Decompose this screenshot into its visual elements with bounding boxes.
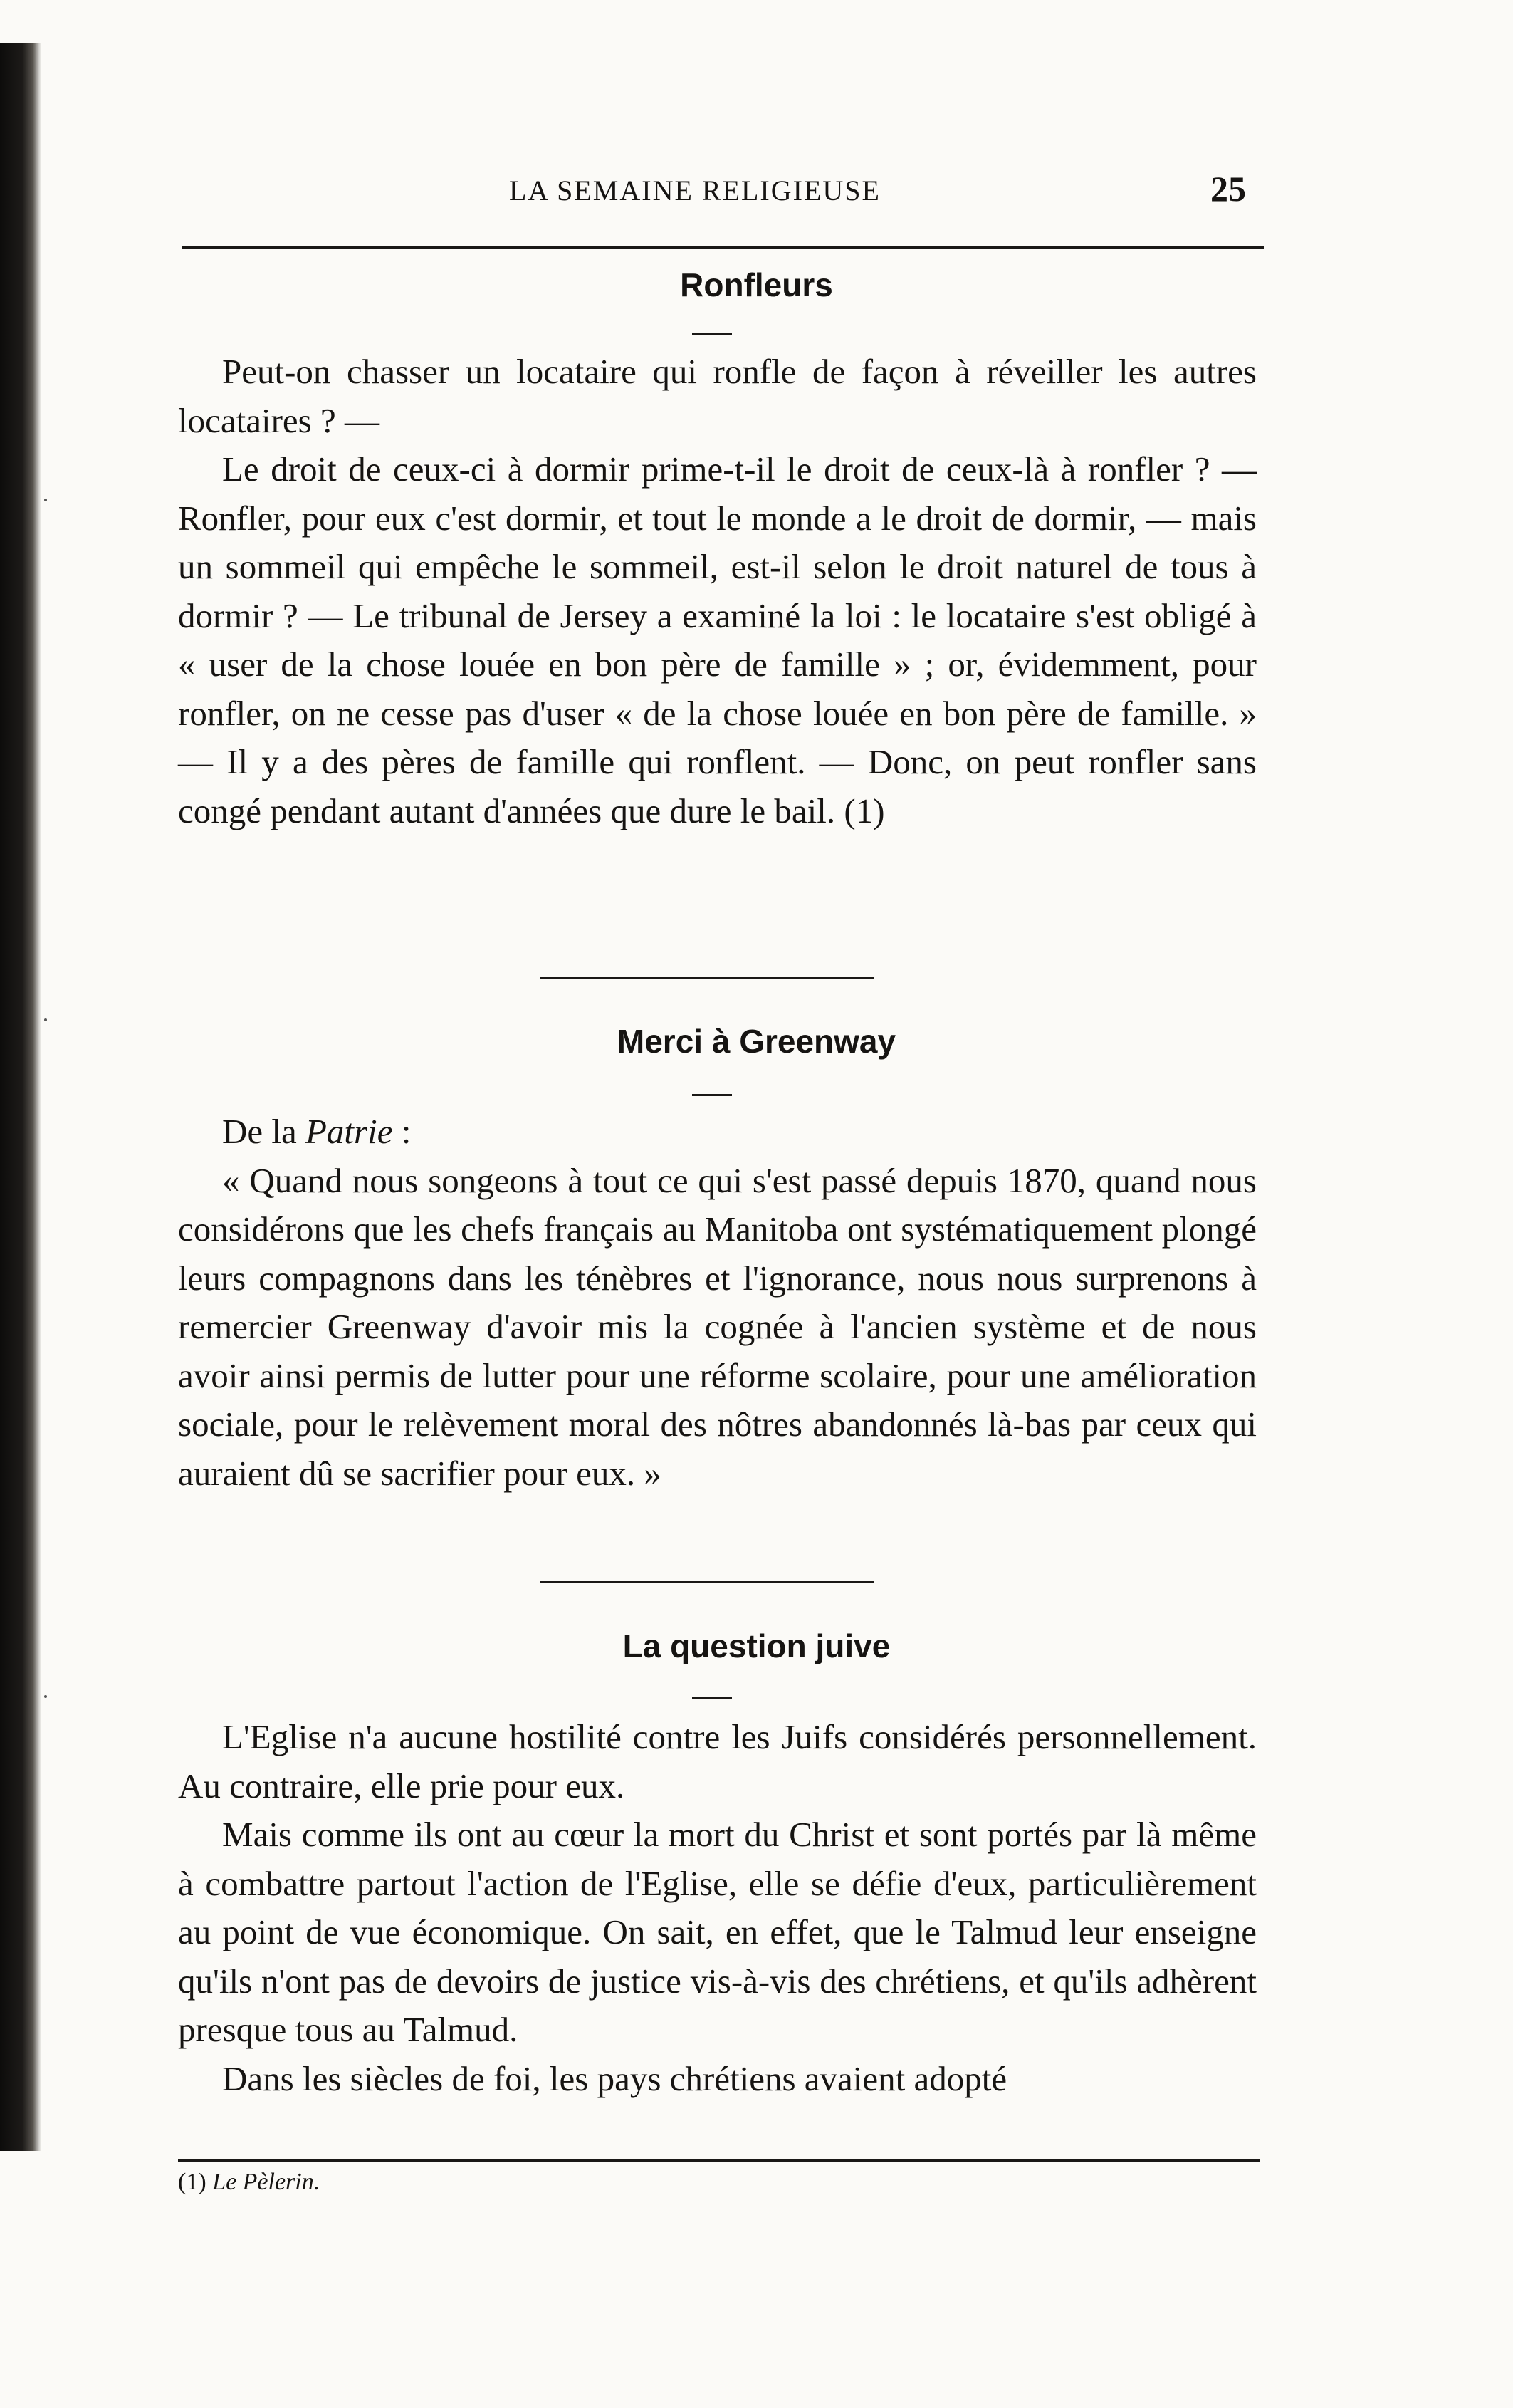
paragraph: Peut-on chasser un locataire qui ronfle de façon à réveiller les autres locataires ? — xyxy=(178,352,1257,440)
section-body-ronfleurs xyxy=(178,348,1257,835)
paragraph: L'Eglise n'a aucune hostilité contre les Juifs considérés personnellement. Au contraire, elle prie pour eux. xyxy=(178,1717,1257,1805)
footnote-rule xyxy=(178,2159,1260,2162)
heading-dash xyxy=(692,1697,732,1699)
paragraph: Dans les siècles de foi, les pays chrétiens avaient adopté xyxy=(222,2058,1007,2098)
section-heading-greenway: Merci à Greenway xyxy=(617,1023,896,1060)
speck xyxy=(44,1018,47,1021)
section-heading-ronfleurs: Ronfleurs xyxy=(680,266,833,303)
running-title: LA SEMAINE RELIGIEUSE xyxy=(509,174,881,207)
speck xyxy=(44,499,47,501)
speck xyxy=(44,1695,47,1698)
paragraph: Le droit de ceux-ci à dormir prime-t-il le droit de ceux-là à ronfler ? — Ronfler, pour eux c'est dormir, et tout le monde a le droit de dormir, — mais un sommeil qui empêche le sommeil, est-il selon le droit naturel de tous à dormir ? — Le tribunal de Jersey a examiné la loi : le locataire s'est obligé à « user de la chose louée en bon père de famille » ; or, évidemment, pour ronfler, on ne cesse pas d'user « de la chose louée en bon père de famille. » — Il y a des pères de famille qui ronflent. — Donc, on peut ronfler sans congé pendant autant d'années que dure le bail. (1) xyxy=(178,449,1257,830)
footnote-text: Le Pèlerin. xyxy=(212,2169,320,2195)
quote-intro xyxy=(178,1107,1257,1157)
section-body-question-juive xyxy=(178,1713,1257,2103)
heading-dash xyxy=(692,333,732,335)
footnote xyxy=(178,2169,320,2196)
section-heading-question-juive: La question juive xyxy=(622,1627,891,1664)
paragraph: Mais comme ils ont au cœur la mort du Christ et sont portés par là même à combattre partout l'action de l'Eglise, elle se défie d'eux, particulièrement au point de vue économique. On sait, en effet, que le Talmud leur enseigne qu'ils n'ont pas de devoirs de justice vis-à-vis des chrétiens, et qu'ils adhèrent presque tous au Talmud. xyxy=(178,1815,1257,2049)
heading-dash xyxy=(692,1094,732,1096)
binding-shadow xyxy=(0,43,41,2151)
section-divider xyxy=(540,977,874,979)
intro-suffix: : xyxy=(392,1112,412,1151)
section-body-greenway xyxy=(178,1107,1257,1498)
intro-prefix: De la xyxy=(222,1112,305,1151)
quotation: « Quand nous songeons à tout ce qui s'est passé depuis 1870, quand nous considérons que les chefs français au Manitoba ont systématiquement plongé leurs compagnons dans les ténèbres et l'ignorance, nous nous surprenons à remercier Greenway d'avoir mis la cognée à l'ancien système et de nous avoir ainsi permis de lutter pour une réforme scolaire, pour une amélioration sociale, pour le relèvement moral des nôtres abandonnés là-bas par ceux qui auraient dû se sacrifier pour eux. » xyxy=(178,1160,1257,1493)
section-divider xyxy=(540,1581,874,1583)
page-header xyxy=(0,161,1513,211)
source-name: Patrie xyxy=(305,1112,393,1151)
footnote-marker: (1) xyxy=(178,2169,213,2195)
header-rule xyxy=(182,246,1264,249)
page-number: 25 xyxy=(1210,169,1246,209)
